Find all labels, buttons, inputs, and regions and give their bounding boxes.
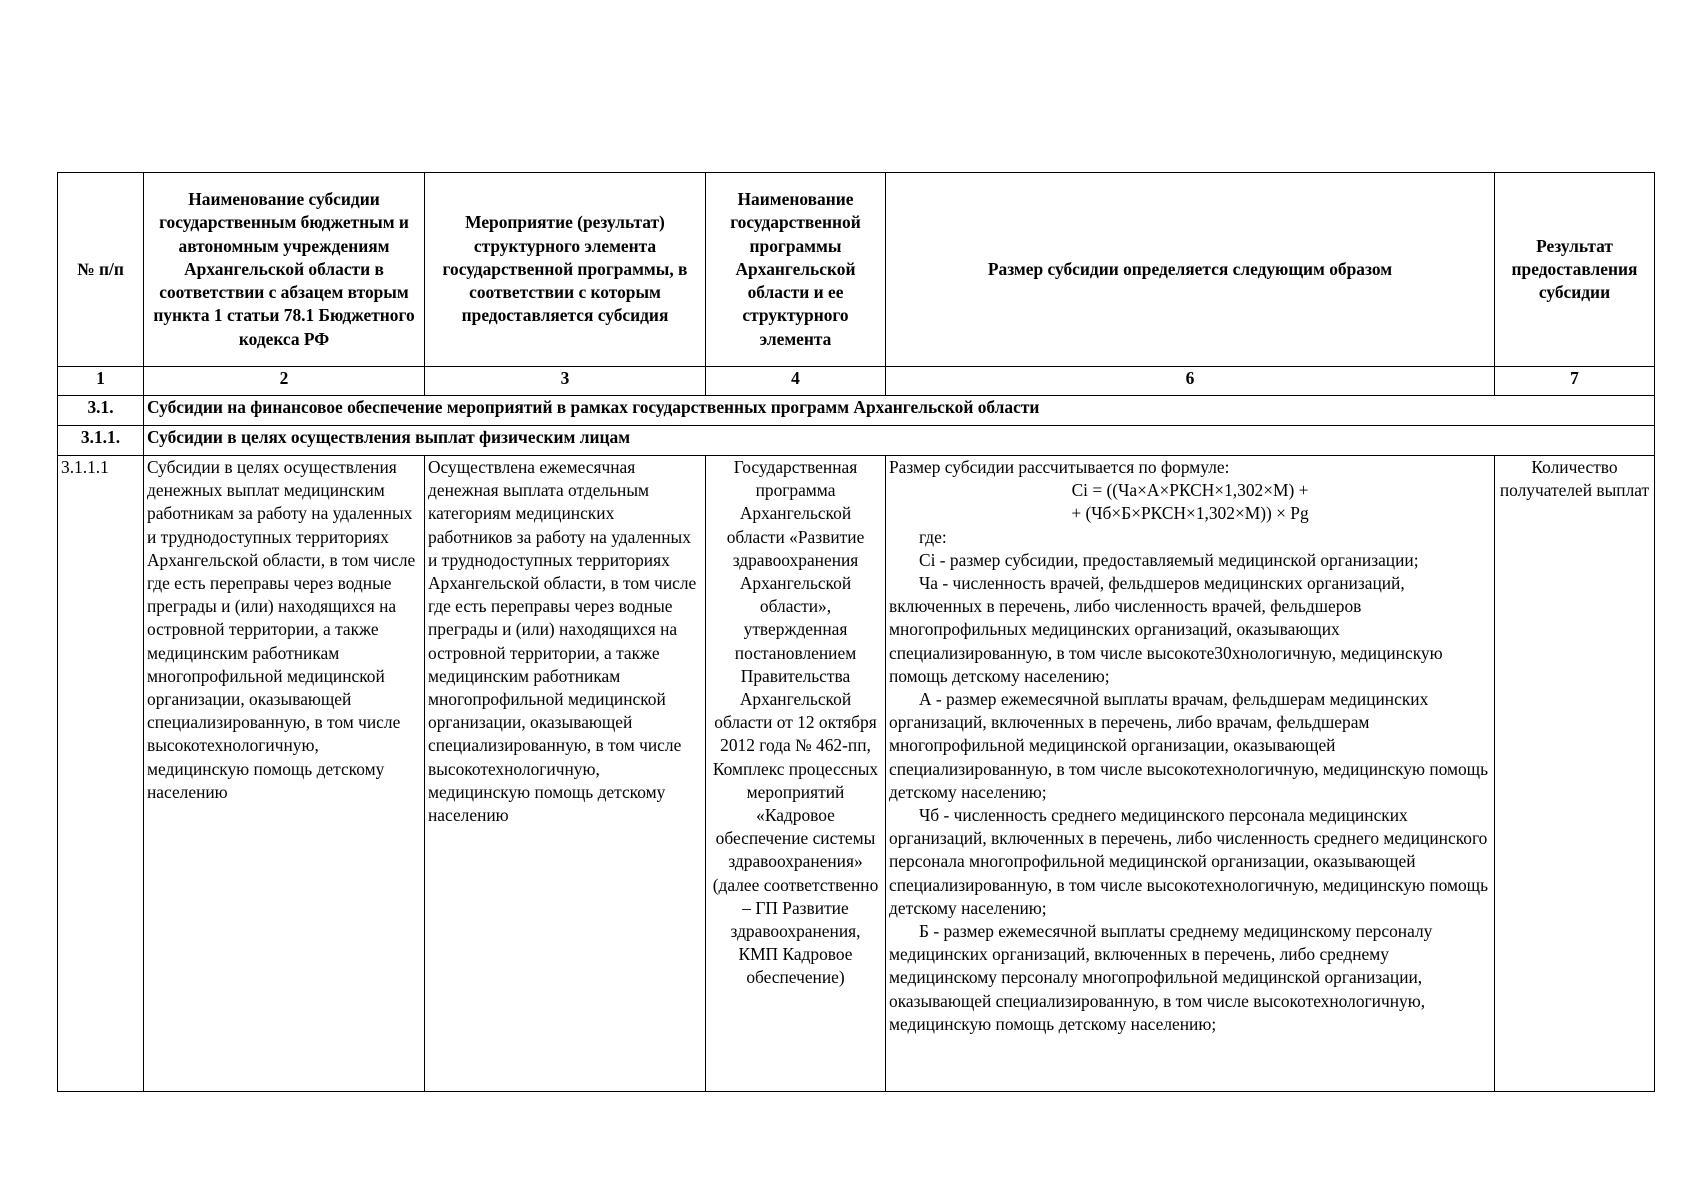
definition-ci: Ci - размер субсидии, предоставляемый медицинской организации; bbox=[919, 549, 1419, 570]
header-subsidy-name: Наименование субсидии государственным бюджетным и автономным учреждениям Архангельской области в соответствии с абзацем вторым пункта 1 статьи 78.1 Бюджетного кодекса РФ bbox=[144, 173, 425, 367]
row-number: 3.1.1.1 bbox=[58, 456, 144, 1092]
definition-cha: Чa - численность врачей, фельдшеров медицинских организаций, включенных в перечень, либо численность врачей, фельдшеров многопрофильных медицинских организаций, оказывающих специализированную, в том числе высокоте30хнологичную, медицинскую помощь детскому населению; bbox=[889, 573, 1443, 686]
column-numbers-row bbox=[58, 367, 1655, 396]
formula-line: Ci = ((Чa×А×РКСН×1,302×М) + bbox=[1071, 480, 1309, 501]
amount-method-cell bbox=[886, 456, 1495, 1092]
subsection-title: Субсидии в целях осуществления выплат физическим лицам bbox=[144, 426, 1655, 456]
formula-intro: Размер субсидии рассчитывается по формуле: bbox=[889, 457, 1230, 477]
column-number: 1 bbox=[58, 367, 144, 396]
definition-chb: Чб - численность среднего медицинского персонала медицинских организаций, включенных в перечень, либо численность среднего медицинского персонала многопрофильной медицинской организации, оказывающей специализированную, в том числе высокотехнологичную, медицинскую помощь детскому населению; bbox=[889, 805, 1489, 918]
program-cell: Государственная программа Архангельской области «Развитие здравоохранения Архангельской области», утвержденная постановлением Правительства Архангельской области от 12 октября 2012 года № 462-пп, Комплекс процессных мероприятий «Кадровое обеспечение системы здравоохранения» (далее соответственно – ГП Развитие здравоохранения, КМП Кадровое обеспечение) bbox=[706, 456, 886, 1092]
measure-cell: Осуществлена ежемесячная денежная выплата отдельным категориям медицинских работников за работу на удаленных и труднодоступных территориях Архангельской области, в том числе где есть переправы через водные преграды и (или) находящихся на островной территории, а также медицинским работникам многопрофильной медицинской организации, оказывающей специализированную, в том числе высокотехнологичную, медицинскую помощь детскому населению bbox=[425, 456, 706, 1092]
column-number: 3 bbox=[425, 367, 706, 396]
header-amount-method: Размер субсидии определяется следующим образом bbox=[886, 173, 1495, 367]
formula-line: + (Чб×Б×РКСН×1,302×М)) × Pg bbox=[1071, 503, 1309, 524]
header-number: № п/п bbox=[58, 173, 144, 367]
column-number: 6 bbox=[886, 367, 1495, 396]
definition-a: А - размер ежемесячной выплаты врачам, фельдшерам медицинских организаций, включенных в перечень, либо врачам, фельдшерам многопрофильной медицинской организации, оказывающей специализированную, в том числе высокотехнологичную, медицинскую помощь детскому населению; bbox=[889, 689, 1489, 802]
section-title: Субсидии на финансовое обеспечение мероприятий в рамках государственных программ Архангельской области bbox=[144, 396, 1655, 426]
subsidy-name-cell: Субсидии в целях осуществления денежных выплат медицинским работникам за работу на удаленных и труднодоступных территориях Архангельской области, в том числе где есть переправы через водные преграды и (или) находящихся на островной территории, а также медицинским работникам многопрофильной медицинской организации, оказывающей специализированную, в том числе высокотехнологичную, медицинскую помощь детскому населению bbox=[144, 456, 425, 1092]
header-program: Наименование государственной программы Архангельской области и ее структурного элемента bbox=[706, 173, 886, 367]
column-number: 4 bbox=[706, 367, 886, 396]
subsidy-table bbox=[57, 172, 1655, 1092]
header-result: Результат предоставления субсидии bbox=[1495, 173, 1655, 367]
section-row bbox=[58, 396, 1655, 426]
subsection-row bbox=[58, 426, 1655, 456]
table-row bbox=[58, 456, 1655, 1092]
table-header-row bbox=[58, 173, 1655, 367]
where-label: где: bbox=[919, 526, 947, 547]
result-cell: Количество получателей выплат bbox=[1495, 456, 1655, 1092]
header-measure: Мероприятие (результат) структурного элемента государственной программы, в соответствии с которым предоставляется субсидия bbox=[425, 173, 706, 367]
definition-b: Б - размер ежемесячной выплаты среднему медицинскому персоналу медицинских организаций, включенных в перечень, либо среднему медицинскому персоналу многопрофильной медицинской организации, оказывающей специализированную, в том числе высокотехнологичную, медицинскую помощь детскому населению; bbox=[889, 921, 1433, 1034]
section-number: 3.1. bbox=[58, 396, 144, 426]
column-number: 7 bbox=[1495, 367, 1655, 396]
subsection-number: 3.1.1. bbox=[58, 426, 144, 456]
column-number: 2 bbox=[144, 367, 425, 396]
